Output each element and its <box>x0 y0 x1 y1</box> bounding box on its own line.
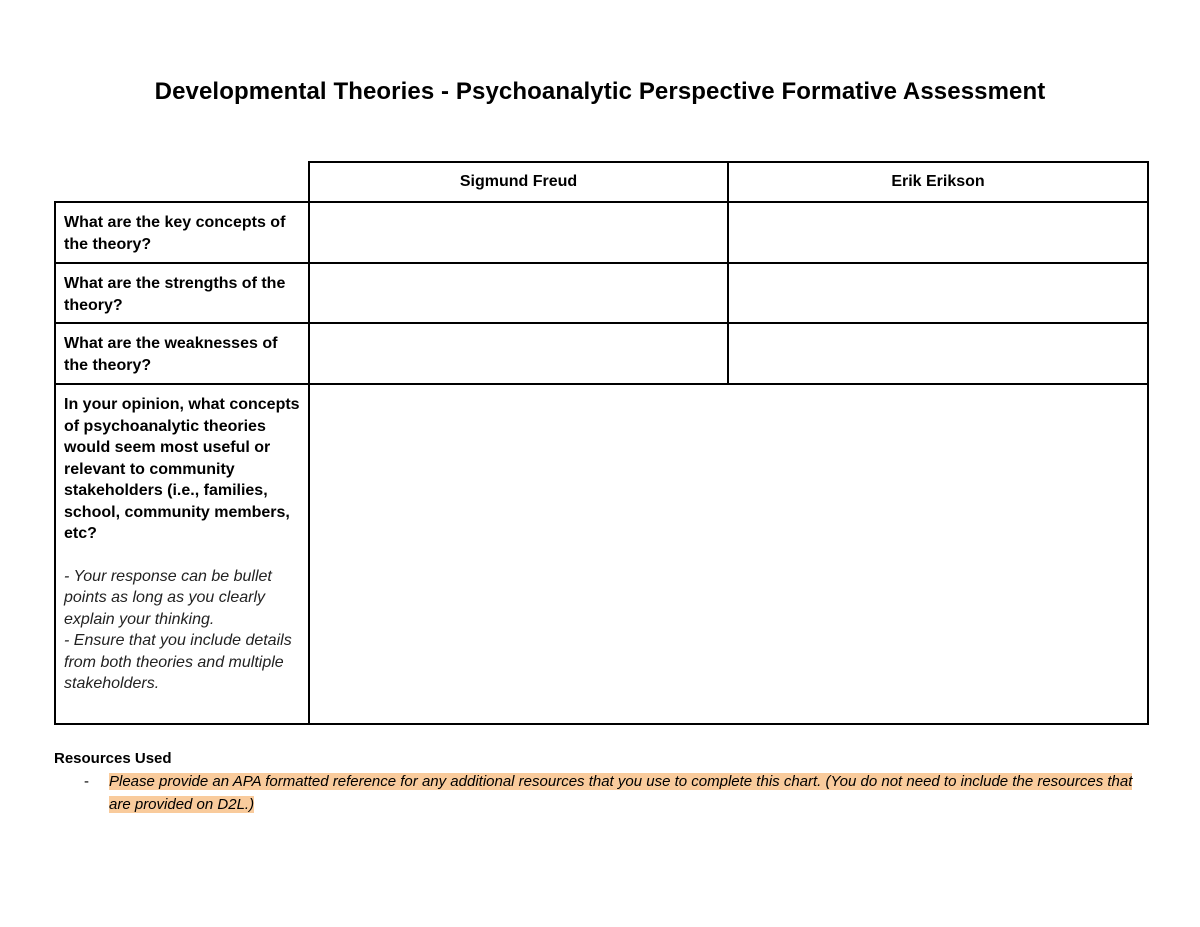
answer-cell-freud-weaknesses[interactable] <box>309 323 728 384</box>
answer-cell-freud-strengths[interactable] <box>309 263 728 323</box>
bullet-dash: - <box>84 773 89 790</box>
answer-cell-erikson-key-concepts[interactable] <box>728 202 1148 263</box>
column-header-erikson: Erik Erikson <box>728 162 1148 202</box>
row-label-opinion <box>55 384 309 724</box>
table-row <box>55 263 1148 323</box>
header-row <box>55 162 1148 202</box>
table-row <box>55 323 1148 384</box>
header-corner-cell <box>55 162 309 202</box>
opinion-hint-details: - Ensure that you include details from both theories and multiple stakeholders. <box>64 632 292 692</box>
row-label-strengths: What are the strengths of the theory? <box>55 263 309 323</box>
row-label-weaknesses: What are the weaknesses of the theory? <box>55 323 309 384</box>
answer-cell-opinion[interactable] <box>309 384 1148 724</box>
answer-cell-erikson-strengths[interactable] <box>728 263 1148 323</box>
answer-cell-erikson-weaknesses[interactable] <box>728 323 1148 384</box>
resources-section <box>54 747 1154 816</box>
opinion-hint-bullets: - Your response can be bullet points as long as you clearly explain your thinking. <box>64 567 272 628</box>
row-label-key-concepts: What are the key concepts of the theory? <box>55 202 309 263</box>
column-header-freud: Sigmund Freud <box>309 162 728 202</box>
assessment-table <box>54 161 1149 725</box>
resources-list-item <box>54 770 1154 816</box>
opinion-question: In your opinion, what concepts of psychoanalytic theories would seem most useful or relevant to community stakeholders (i.e., families, school, community members, etc? <box>64 396 300 542</box>
table-row <box>55 202 1148 263</box>
resources-instruction: Please provide an APA formatted reference for any additional resources that you use to complete this chart. (You do not need to include the resources that are provided on D2L.) <box>109 773 1133 813</box>
resources-heading: Resources Used <box>54 750 172 767</box>
page-title: Developmental Theories - Psychoanalytic Perspective Formative Assessment <box>154 78 1046 105</box>
table-row <box>55 384 1148 724</box>
answer-cell-freud-key-concepts[interactable] <box>309 202 728 263</box>
